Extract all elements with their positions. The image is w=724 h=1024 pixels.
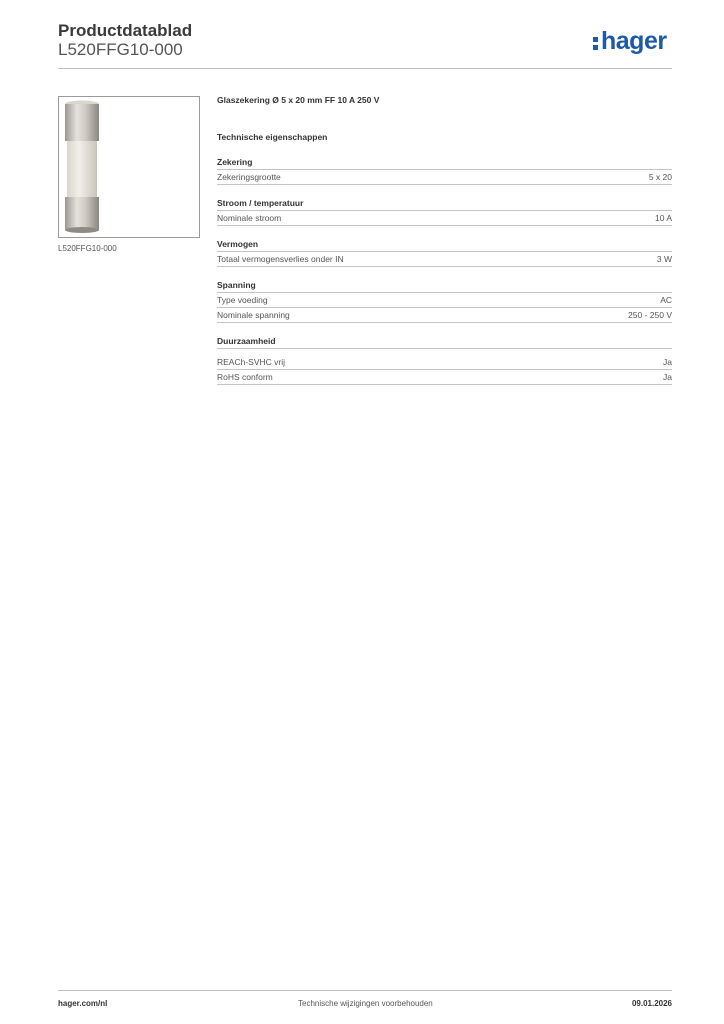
logo-text: hager bbox=[601, 27, 667, 55]
hager-logo bbox=[593, 28, 675, 58]
spec-value: AC bbox=[660, 295, 672, 305]
spec-row bbox=[217, 308, 672, 323]
group-duurzaamheid bbox=[217, 335, 672, 385]
group-stroom bbox=[217, 197, 672, 226]
group-zekering bbox=[217, 156, 672, 185]
spec-label: RoHS conform bbox=[217, 372, 273, 382]
spec-row bbox=[217, 211, 672, 226]
spec-label: Nominale spanning bbox=[217, 310, 290, 320]
spec-value: 10 A bbox=[654, 213, 672, 223]
spec-value: Ja bbox=[663, 357, 672, 367]
group-vermogen bbox=[217, 238, 672, 267]
spec-label: Totaal vermogensverlies onder IN bbox=[217, 254, 344, 264]
product-image-frame bbox=[58, 96, 200, 238]
spec-label: Zekeringsgrootte bbox=[217, 172, 281, 182]
footer-divider bbox=[58, 990, 672, 991]
spec-label: Nominale stroom bbox=[217, 213, 282, 223]
header-divider bbox=[58, 68, 672, 69]
spec-row bbox=[217, 170, 672, 185]
spec-content bbox=[217, 94, 672, 385]
spec-value: 5 x 20 bbox=[648, 172, 672, 182]
group-title: Zekering bbox=[217, 156, 672, 170]
group-spanning bbox=[217, 279, 672, 323]
product-description: Glaszekering Ø 5 x 20 mm FF 10 A 250 V bbox=[217, 95, 380, 105]
group-title: Stroom / temperatuur bbox=[217, 197, 672, 211]
spec-label: Type voeding bbox=[217, 295, 268, 305]
spec-row bbox=[217, 370, 672, 385]
page-title: Productdatablad bbox=[58, 21, 193, 40]
group-title: Duurzaamheid bbox=[217, 335, 672, 349]
footer-note: Technische wijzigingen voorbehouden bbox=[298, 999, 433, 1008]
spec-label: REACh-SVHC vrij bbox=[217, 357, 286, 367]
product-code: L520FFG10-000 bbox=[58, 40, 183, 59]
spec-row bbox=[217, 252, 672, 267]
logo-dot-top bbox=[593, 37, 598, 42]
spec-row bbox=[217, 355, 672, 370]
glass-fuse-photo bbox=[59, 97, 199, 237]
group-title: Vermogen bbox=[217, 238, 672, 252]
spec-value: 3 W bbox=[656, 254, 672, 264]
spec-value: 250 - 250 V bbox=[628, 310, 672, 320]
spec-value: Ja bbox=[663, 372, 672, 382]
footer-date: 09.01.2026 bbox=[631, 999, 672, 1008]
spec-row bbox=[217, 293, 672, 308]
section-title: Technische eigenschappen bbox=[217, 132, 328, 142]
logo-dot-bottom bbox=[593, 45, 598, 50]
group-title: Spanning bbox=[217, 279, 672, 293]
footer-website: hager.com/nl bbox=[58, 999, 108, 1008]
image-caption: L520FFG10-000 bbox=[58, 244, 117, 253]
